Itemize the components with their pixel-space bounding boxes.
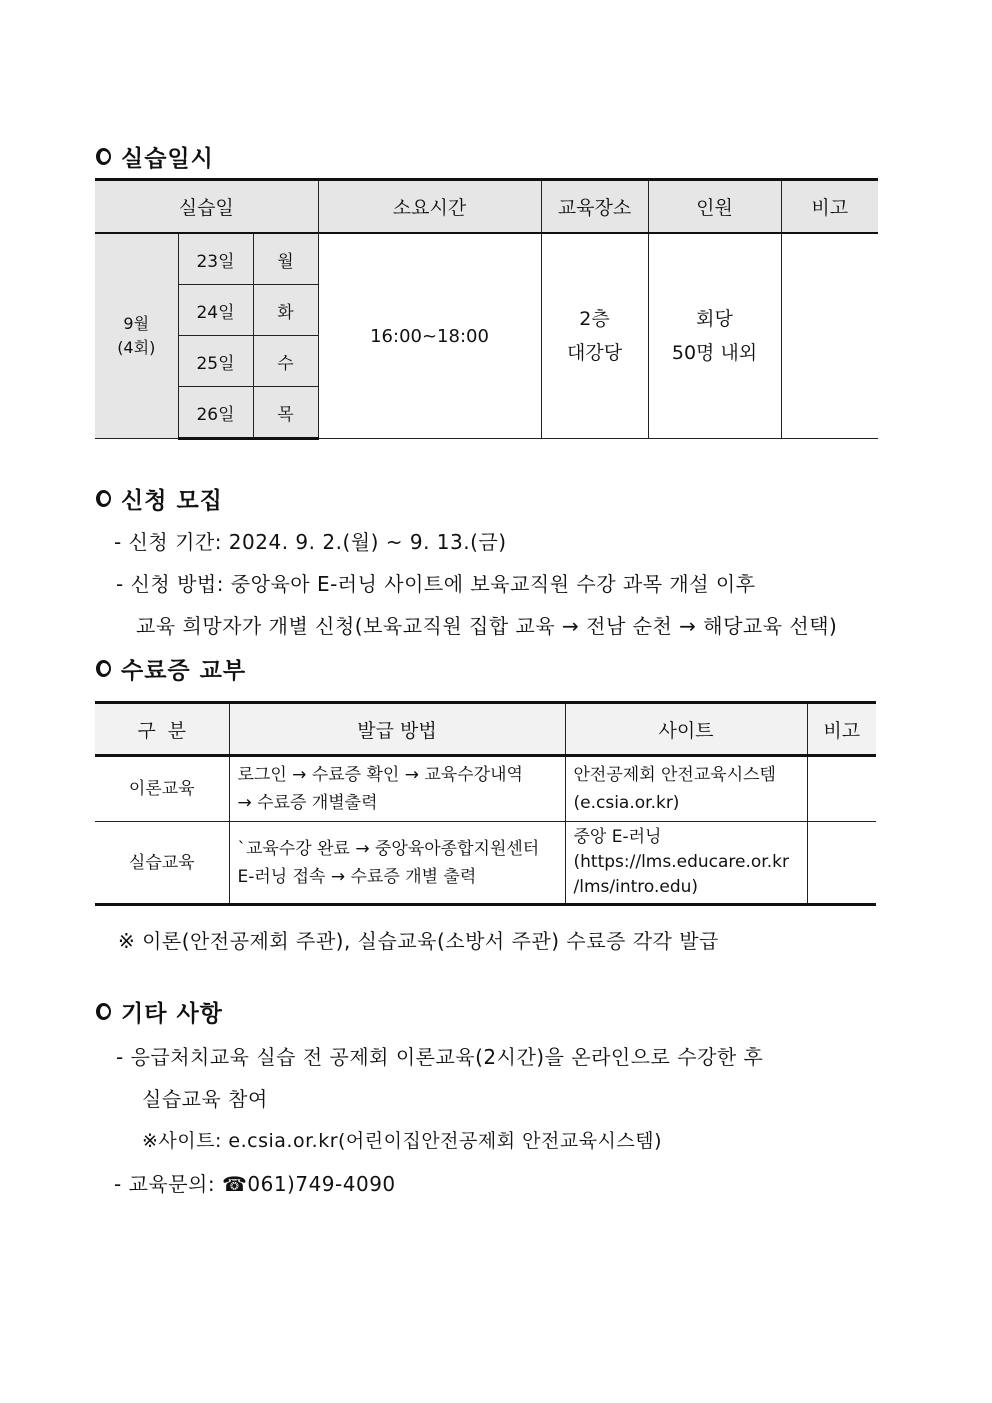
etc-item1-line2: 실습교육 참여 (142, 1087, 268, 1111)
weekday-cell: 목 (253, 387, 318, 439)
header-site: 사이트 (565, 703, 807, 756)
site-name: 중앙 E-러닝 (573, 827, 662, 847)
section-title-text: 수료증 교부 (121, 658, 247, 684)
method-cell (229, 822, 565, 905)
header-note: 비고 (807, 703, 876, 756)
header-duration: 소요시간 (318, 180, 541, 234)
circle-bullet-icon (96, 1003, 111, 1020)
method-line: E-러닝 접속 → 수료증 개별 출력 (237, 866, 477, 887)
weekday-cell: 화 (253, 285, 318, 336)
application-period: - 신청 기간: 2024. 9. 2.(월) ~ 9. 13.(금) (114, 530, 507, 554)
capacity-count: 50명 내외 (671, 342, 758, 364)
etc-contact (114, 1168, 396, 1197)
weekday-cell: 수 (253, 336, 318, 387)
date-cell: 24일 (178, 285, 253, 336)
capacity-per-session: 회당 (696, 308, 733, 330)
location-hall: 대강당 (566, 342, 623, 364)
circle-bullet-icon (96, 148, 111, 165)
section-title-etc (96, 995, 223, 1028)
etc-item1-note: ※사이트: e.csia.or.kr(어린이집안전공제회 안전교육시스템) (142, 1130, 663, 1152)
site-url: (e.csia.or.kr) (573, 793, 680, 813)
certificate-table (95, 701, 876, 906)
circle-bullet-icon (96, 490, 111, 507)
schedule-table (95, 178, 878, 440)
month-label: 9월 (123, 314, 150, 333)
section-title-application (96, 482, 223, 515)
table-row (95, 233, 878, 285)
category-cell: 실습교육 (95, 822, 229, 905)
header-practice-date: 실습일 (95, 180, 318, 234)
header-category: 구 분 (95, 703, 229, 756)
sessions-label: (4회) (117, 338, 156, 357)
certificate-footnote: ※ 이론(안전공제회 주관), 실습교육(소방서 주관) 수료증 각각 발급 (118, 929, 719, 953)
header-note: 비고 (781, 180, 878, 234)
section-title-schedule (96, 140, 214, 173)
table-header-row (95, 703, 876, 756)
site-name: 안전공제회 안전교육시스템 (573, 765, 776, 785)
phone-icon: ☎ (221, 1172, 248, 1196)
location-cell (541, 233, 648, 439)
date-cell: 26일 (178, 387, 253, 439)
method-cell (229, 756, 565, 822)
site-cell (565, 822, 807, 905)
site-url: (https://lms.educare.or.kr (573, 852, 789, 872)
section-title-certificate (96, 652, 246, 685)
circle-bullet-icon (96, 660, 111, 677)
section-title-text: 신청 모집 (121, 488, 223, 514)
time-cell: 16:00~18:00 (318, 233, 541, 439)
note-cell (807, 756, 876, 822)
table-row (95, 756, 876, 822)
category-cell: 이론교육 (95, 756, 229, 822)
capacity-cell (648, 233, 781, 439)
contact-label: - 교육문의: (114, 1172, 222, 1196)
note-cell (781, 233, 878, 439)
site-url: /lms/intro.edu) (573, 877, 699, 897)
weekday-cell: 월 (253, 233, 318, 285)
contact-phone: 061)749-4090 (247, 1172, 396, 1196)
header-issue-method: 발급 방법 (229, 703, 565, 756)
method-line: 로그인 → 수료증 확인 → 교육수강내역 (237, 765, 523, 785)
date-cell: 23일 (178, 233, 253, 285)
method-line: → 수료증 개별출력 (237, 793, 378, 813)
note-cell (807, 822, 876, 905)
application-method-line1: - 신청 방법: 중앙육아 E-러닝 사이트에 보육교직원 수강 과목 개설 이후 (116, 572, 756, 596)
site-cell (565, 756, 807, 822)
table-header-row (95, 180, 878, 234)
section-title-text: 실습일시 (121, 146, 214, 172)
location-floor: 2층 (579, 308, 610, 330)
application-method-line2: 교육 희망자가 개별 신청(보육교직원 집합 교육 → 전남 순천 → 해당교육 선택) (136, 614, 838, 638)
header-capacity: 인원 (648, 180, 781, 234)
date-cell: 25일 (178, 336, 253, 387)
month-cell (95, 233, 178, 439)
method-line: `교육수강 완료 → 중앙육아종합지원센터 (237, 838, 540, 859)
etc-item1-line1: - 응급처치교육 실습 전 공제회 이론교육(2시간)을 온라인으로 수강한 후 (116, 1045, 764, 1069)
header-location: 교육장소 (541, 180, 648, 234)
section-title-text: 기타 사항 (121, 1001, 223, 1027)
table-row (95, 822, 876, 905)
